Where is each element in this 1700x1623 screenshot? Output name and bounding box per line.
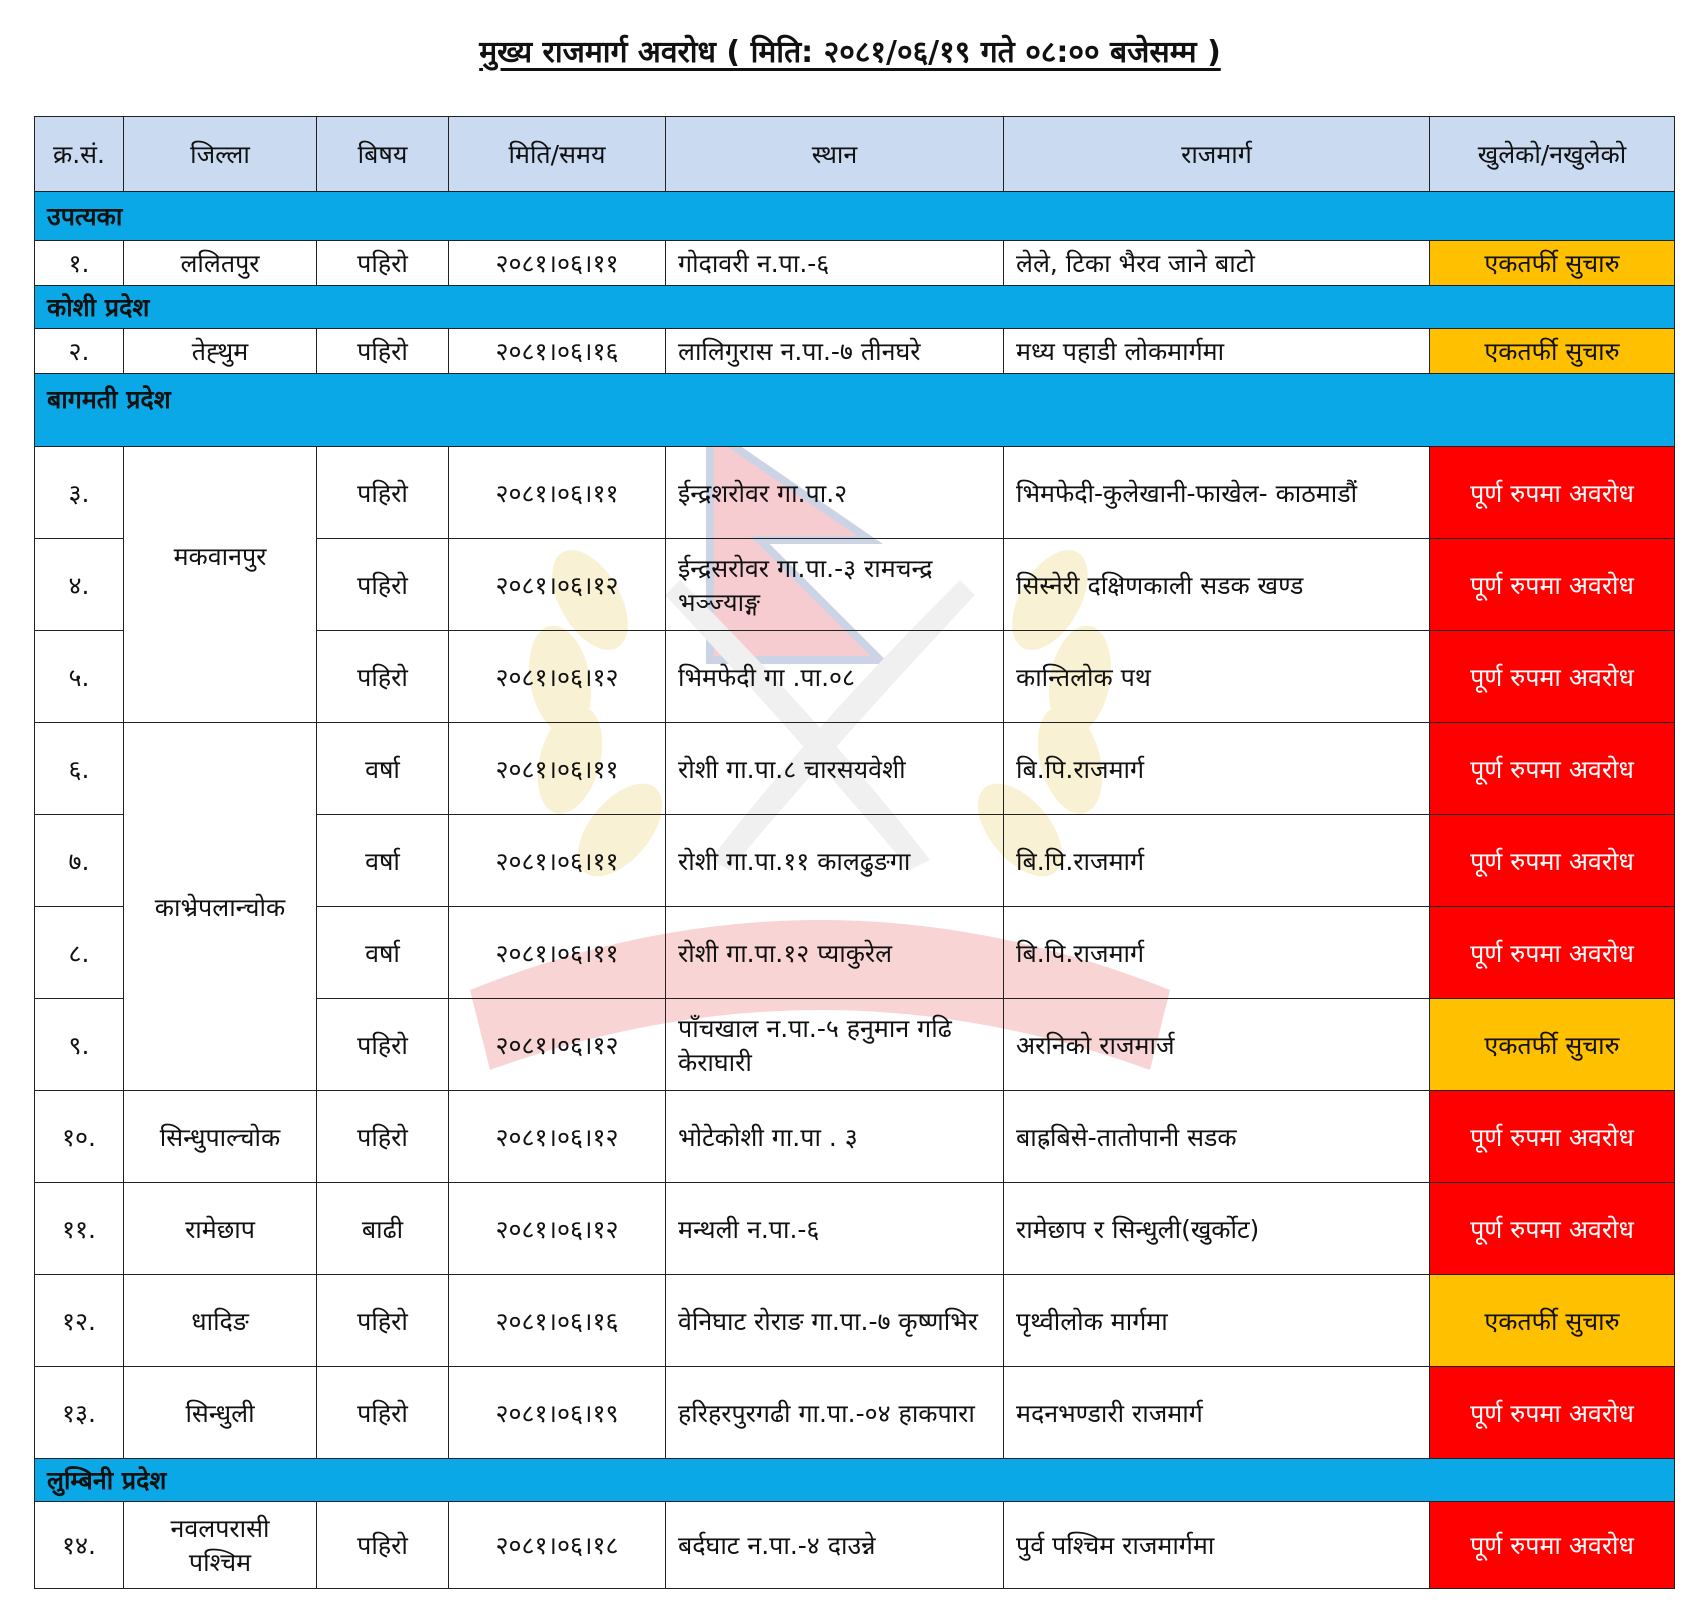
row-location: पाँचखाल न.पा.-५ हनुमान गढि केराघारी	[666, 999, 1004, 1091]
row-highway: बाह्रबिसे-तातोपानी सडक	[1004, 1091, 1430, 1183]
row-sn: १२.	[35, 1275, 124, 1367]
table-row	[35, 1091, 1675, 1183]
row-location: रोशी गा.पा.१२ प्याकुरेल	[666, 907, 1004, 999]
row-subject: पहिरो	[317, 1502, 449, 1589]
row-location: रोशी गा.पा.११ कालढुङगा	[666, 815, 1004, 907]
row-subject: वर्षा	[317, 907, 449, 999]
row-status-badge: एकतर्फी सुचारु	[1430, 1275, 1675, 1367]
row-date: २०८१।०६।१२	[449, 1183, 666, 1275]
section-row-koshi	[35, 286, 1675, 329]
row-highway: सिस्नेरी दक्षिणकाली सडक खण्ड	[1004, 539, 1430, 631]
row-date: २०८१।०६।११	[449, 241, 666, 286]
row-status-badge: पूर्ण रुपमा अवरोध	[1430, 1367, 1675, 1459]
row-district: सिन्धुपाल्चोक	[124, 1091, 317, 1183]
row-subject: पहिरो	[317, 631, 449, 723]
row-highway: रामेछाप र सिन्धुली(खुर्कोट)	[1004, 1183, 1430, 1275]
row-subject: पहिरो	[317, 1091, 449, 1183]
table-row	[35, 329, 1675, 374]
row-location: रोशी गा.पा.८ चारसयवेशी	[666, 723, 1004, 815]
row-status-badge: पूर्ण रुपमा अवरोध	[1430, 447, 1675, 539]
row-highway: कान्तिलोक पथ	[1004, 631, 1430, 723]
row-highway: भिमफेदी-कुलेखानी-फाखेल- काठमाडौं	[1004, 447, 1430, 539]
row-highway: मदनभण्डारी राजमार्ग	[1004, 1367, 1430, 1459]
row-district: मकवानपुर	[124, 447, 317, 723]
row-highway: लेले, टिका भैरव जाने बाटो	[1004, 241, 1430, 286]
row-location: बर्दघाट न.पा.-४ दाउन्ने	[666, 1502, 1004, 1589]
row-subject: वर्षा	[317, 723, 449, 815]
row-district: सिन्धुली	[124, 1367, 317, 1459]
row-date: २०८१।०६।१२	[449, 631, 666, 723]
row-district: तेह्थुम	[124, 329, 317, 374]
row-subject: पहिरो	[317, 447, 449, 539]
row-status-badge: एकतर्फी सुचारु	[1430, 999, 1675, 1091]
row-status-badge: पूर्ण रुपमा अवरोध	[1430, 815, 1675, 907]
row-sn: ११.	[35, 1183, 124, 1275]
row-date: २०८१।०६।१२	[449, 999, 666, 1091]
section-row-lumbini	[35, 1459, 1675, 1502]
row-subject: बाढी	[317, 1183, 449, 1275]
table-row	[35, 241, 1675, 286]
row-sn: १३.	[35, 1367, 124, 1459]
row-highway: बि.पि.राजमार्ग	[1004, 907, 1430, 999]
row-sn: १.	[35, 241, 124, 286]
header-datetime: मिति/समय	[449, 117, 666, 192]
row-status-badge: पूर्ण रुपमा अवरोध	[1430, 1183, 1675, 1275]
row-date: २०८१।०६।११	[449, 447, 666, 539]
row-subject: पहिरो	[317, 329, 449, 374]
row-date: २०८१।०६।१९	[449, 1367, 666, 1459]
row-date: २०८१।०६।१८	[449, 1502, 666, 1589]
row-subject: पहिरो	[317, 241, 449, 286]
row-date: २०८१।०६।११	[449, 723, 666, 815]
table-row	[35, 723, 1675, 815]
header-location: स्थान	[666, 117, 1004, 192]
table-row	[35, 1183, 1675, 1275]
header-subject: बिषय	[317, 117, 449, 192]
row-status-badge: पूर्ण रुपमा अवरोध	[1430, 1091, 1675, 1183]
row-date: २०८१।०६।११	[449, 815, 666, 907]
row-date: २०८१।०६।१२	[449, 1091, 666, 1183]
row-highway: पृथ्वीलोक मार्गमा	[1004, 1275, 1430, 1367]
section-label: बागमती प्रदेश	[35, 374, 1675, 447]
row-location: लालिगुरास न.पा.-७ तीनघरे	[666, 329, 1004, 374]
row-highway: मध्य पहाडी लोकमार्गमा	[1004, 329, 1430, 374]
row-status-badge: पूर्ण रुपमा अवरोध	[1430, 907, 1675, 999]
row-date: २०८१।०६।१६	[449, 1275, 666, 1367]
row-sn: ३.	[35, 447, 124, 539]
row-location: वेनिघाट रोराङ गा.पा.-७ कृष्णभिर	[666, 1275, 1004, 1367]
row-sn: ५.	[35, 631, 124, 723]
row-status-badge: पूर्ण रुपमा अवरोध	[1430, 539, 1675, 631]
header-highway: राजमार्ग	[1004, 117, 1430, 192]
row-highway: अरनिको राजमार्ज	[1004, 999, 1430, 1091]
row-location: ईन्द्रशरोवर गा.पा.२	[666, 447, 1004, 539]
row-status-badge: एकतर्फी सुचारु	[1430, 241, 1675, 286]
row-subject: पहिरो	[317, 999, 449, 1091]
row-sn: ९.	[35, 999, 124, 1091]
row-status-badge: पूर्ण रुपमा अवरोध	[1430, 723, 1675, 815]
row-district: ललितपुर	[124, 241, 317, 286]
row-location: भिमफेदी गा .पा.०८	[666, 631, 1004, 723]
row-district: रामेछाप	[124, 1183, 317, 1275]
row-location: भोटेकोशी गा.पा . ३	[666, 1091, 1004, 1183]
section-label: कोशी प्रदेश	[35, 286, 1675, 329]
highway-obstruction-table	[34, 116, 1675, 1589]
table-row	[35, 447, 1675, 539]
row-date: २०८१।०६।१२	[449, 539, 666, 631]
header-status: खुलेको/नखुलेको	[1430, 117, 1675, 192]
row-location: हरिहरपुरगढी गा.पा.-०४ हाकपारा	[666, 1367, 1004, 1459]
row-status-badge: पूर्ण रुपमा अवरोध	[1430, 1502, 1675, 1589]
row-subject: पहिरो	[317, 1275, 449, 1367]
row-district: नवलपरासी पश्चिम	[124, 1502, 317, 1589]
row-location: ईन्द्रसरोवर गा.पा.-३ रामचन्द्र भञ्ज्याङ्ग	[666, 539, 1004, 631]
row-highway: बि.पि.राजमार्ग	[1004, 723, 1430, 815]
row-location: मन्थली न.पा.-६	[666, 1183, 1004, 1275]
row-date: २०८१।०६।११	[449, 907, 666, 999]
section-label: उपत्यका	[35, 192, 1675, 241]
row-sn: १०.	[35, 1091, 124, 1183]
row-date: २०८१।०६।१६	[449, 329, 666, 374]
row-district: धादिङ	[124, 1275, 317, 1367]
report-title: मुख्य राजमार्ग अवरोध ( मिति: २०८१/०६/१९ गते ०८:०० बजेसम्म )	[479, 35, 1221, 70]
row-district: काभ्रेपलान्चोक	[124, 723, 317, 1091]
row-status-badge: एकतर्फी सुचारु	[1430, 329, 1675, 374]
row-status-badge: पूर्ण रुपमा अवरोध	[1430, 631, 1675, 723]
table-header-row	[35, 117, 1675, 192]
section-row-valley	[35, 192, 1675, 241]
table-row	[35, 1367, 1675, 1459]
row-sn: २.	[35, 329, 124, 374]
row-sn: ६.	[35, 723, 124, 815]
row-subject: पहिरो	[317, 539, 449, 631]
header-sn: क्र.सं.	[35, 117, 124, 192]
row-sn: ८.	[35, 907, 124, 999]
section-label: लुम्बिनी प्रदेश	[35, 1459, 1675, 1502]
row-subject: पहिरो	[317, 1367, 449, 1459]
row-highway: पुर्व पश्चिम राजमार्गमा	[1004, 1502, 1430, 1589]
table-row	[35, 1502, 1675, 1589]
row-sn: ७.	[35, 815, 124, 907]
row-location: गोदावरी न.पा.-६	[666, 241, 1004, 286]
table-row	[35, 1275, 1675, 1367]
header-district: जिल्ला	[124, 117, 317, 192]
section-row-bagmati	[35, 374, 1675, 447]
row-subject: वर्षा	[317, 815, 449, 907]
row-sn: ४.	[35, 539, 124, 631]
row-sn: १४.	[35, 1502, 124, 1589]
row-highway: बि.पि.राजमार्ग	[1004, 815, 1430, 907]
